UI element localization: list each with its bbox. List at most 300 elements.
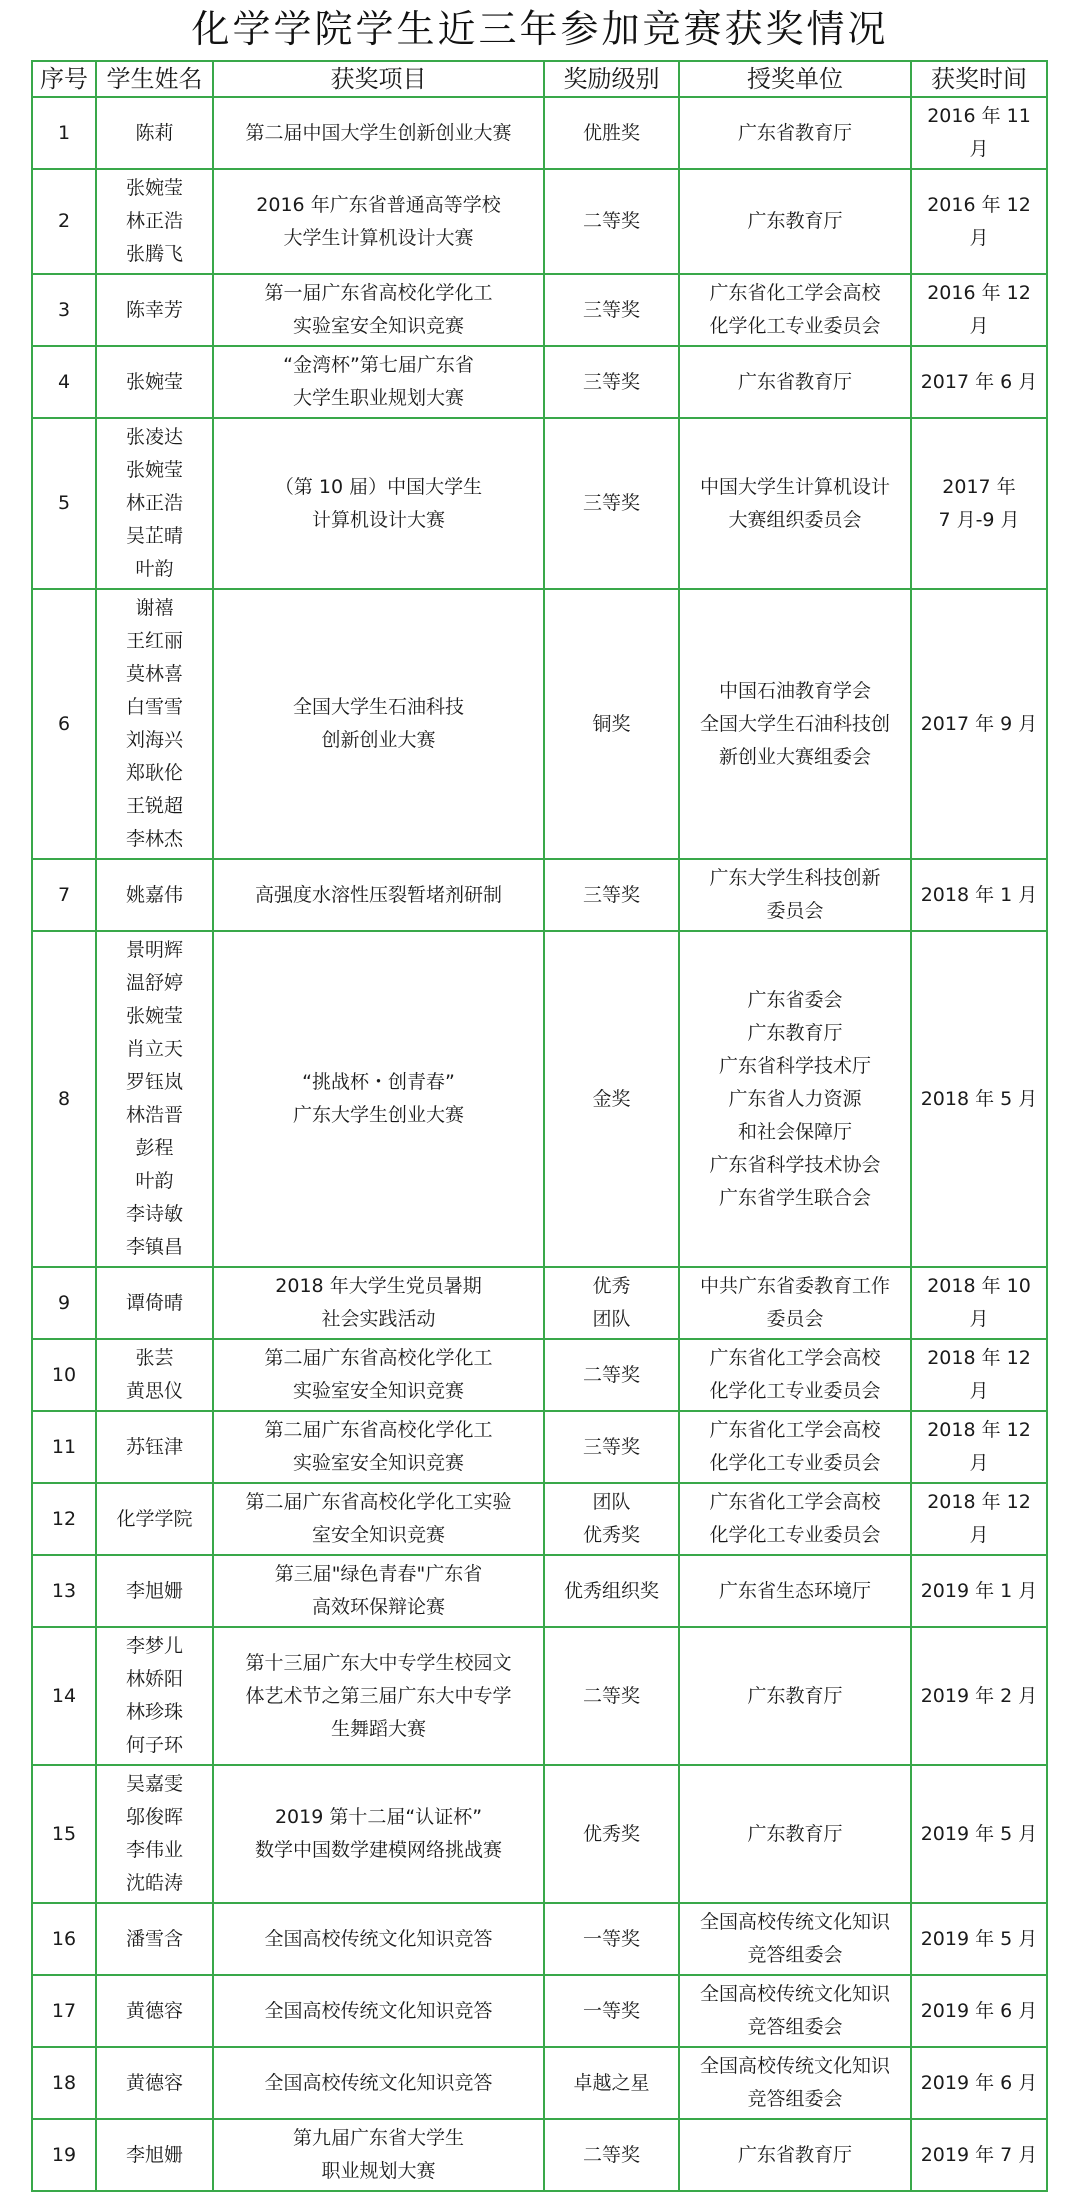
cell-awarding-unit: [679, 859, 911, 931]
cell-awarding-unit: [679, 346, 911, 418]
awarding-unit-line: 广东大学生科技创新: [709, 867, 881, 889]
cell-student-names: [96, 1975, 213, 2047]
awarding-unit-line: 委员会: [766, 900, 824, 922]
awarding-unit-line: 广东省化工学会高校: [709, 1347, 881, 1369]
awarding-unit-line: 新创业大赛组委会: [718, 745, 871, 768]
cell-award-project: [213, 169, 544, 274]
award-time-line: 2016 年 12 月: [927, 193, 1031, 249]
cell-student-names: [96, 274, 213, 346]
student-names-line: 张婉莹: [125, 1005, 183, 1027]
student-names-line: 李旭姗: [125, 1579, 183, 1602]
student-names-line: 何子环: [125, 1734, 183, 1756]
cell-awarding-unit: [679, 589, 911, 859]
award-project-line: 第二届广东省高校化学化工: [264, 1419, 493, 1441]
cell-award-level: [544, 859, 679, 931]
cell-row-number: 10: [32, 1339, 96, 1411]
cell-row-number: 13: [32, 1555, 96, 1627]
cell-award-time: [911, 274, 1047, 346]
award-time-line: 2019 年 5 月: [920, 1822, 1038, 1845]
cell-awarding-unit: [679, 97, 911, 169]
student-names-line: 林娇阳: [125, 1668, 183, 1690]
cell-student-names: [96, 1267, 213, 1339]
cell-student-names: [96, 1411, 213, 1483]
cell-row-number: 8: [32, 931, 96, 1267]
cell-award-level: [544, 1765, 679, 1903]
cell-award-level: [544, 169, 679, 274]
cell-award-project: [213, 97, 544, 169]
award-level-line: 优秀: [592, 1275, 631, 1297]
award-project-line: “挑战杯・创青春”: [302, 1071, 455, 1093]
award-time-line: 7 月-9 月: [938, 508, 1020, 531]
student-names-line: 白雪雪: [125, 696, 183, 718]
award-level-line: 二等奖: [582, 2143, 640, 2166]
student-names-line: 彭程: [135, 1137, 174, 1159]
cell-row-number: 7: [32, 859, 96, 931]
award-level-line: 优胜奖: [582, 121, 640, 144]
header-award-level: 奖励级别: [544, 61, 679, 97]
award-time-line: 2018 年 5 月: [920, 1087, 1038, 1110]
table-row: [32, 1627, 1047, 1765]
award-project-line: 体艺术节之第三届广东大中专学: [245, 1684, 512, 1707]
student-names-line: 陈莉: [135, 121, 174, 144]
student-names-line: 郑耿伦: [125, 762, 183, 784]
cell-awarding-unit: [679, 1411, 911, 1483]
award-level-line: 三等奖: [582, 883, 640, 906]
cell-row-number: 16: [32, 1903, 96, 1975]
award-level-line: 卓越之星: [573, 2071, 650, 2094]
student-names-line: 叶韵: [135, 1170, 174, 1192]
student-names-line: 温舒婷: [125, 972, 183, 994]
awarding-unit-line: 中共广东省委教育工作: [699, 1275, 890, 1297]
cell-award-time: [911, 931, 1047, 1267]
cell-award-project: [213, 418, 544, 589]
cell-award-time: [911, 859, 1047, 931]
award-project-line: 2018 年大学生党员暑期: [275, 1275, 482, 1297]
cell-row-number: 9: [32, 1267, 96, 1339]
cell-student-names: [96, 931, 213, 1267]
awarding-unit-line: 广东省化工学会高校: [709, 282, 881, 304]
award-level-line: 二等奖: [582, 210, 640, 232]
cell-student-names: [96, 1903, 213, 1975]
cell-awarding-unit: [679, 1903, 911, 1975]
cell-award-project: [213, 1267, 544, 1339]
cell-award-time: [911, 1975, 1047, 2047]
cell-student-names: [96, 1765, 213, 1903]
table-row: [32, 1339, 1047, 1411]
cell-student-names: [96, 859, 213, 931]
award-level-line: 团队: [592, 1491, 631, 1513]
award-project-line: 实验室安全知识竞赛: [292, 315, 464, 337]
cell-row-number: 1: [32, 97, 96, 169]
cell-award-project: [213, 274, 544, 346]
cell-award-project: [213, 346, 544, 418]
cell-award-level: [544, 589, 679, 859]
award-project-line: 全国大学生石油科技: [292, 696, 464, 718]
cell-awarding-unit: [679, 1555, 911, 1627]
cell-row-number: 2: [32, 169, 96, 274]
cell-award-level: [544, 2047, 679, 2119]
table-row: [32, 859, 1047, 931]
award-project-line: 职业规划大赛: [321, 2160, 436, 2182]
cell-awarding-unit: [679, 169, 911, 274]
student-names-line: 刘海兴: [125, 729, 183, 751]
cell-award-project: [213, 859, 544, 931]
student-names-line: 吴芷晴: [125, 525, 183, 547]
cell-award-project: [213, 1483, 544, 1555]
student-names-line: 张芸: [135, 1347, 174, 1369]
award-project-line: 2019 第十二届“认证杯”: [274, 1806, 483, 1828]
awarding-unit-line: 广东省生态环境厅: [718, 1579, 871, 1602]
award-project-line: 实验室安全知识竞赛: [292, 1452, 464, 1474]
award-project-line: 高强度水溶性压裂暂堵剂研制: [254, 883, 502, 906]
award-time-line: 2019 年 7 月: [920, 2143, 1038, 2166]
award-project-line: 室安全知识竞赛: [311, 1524, 445, 1546]
cell-row-number: 11: [32, 1411, 96, 1483]
table-row: [32, 346, 1047, 418]
cell-student-names: [96, 169, 213, 274]
student-names-line: 吴嘉雯: [125, 1773, 183, 1795]
student-names-line: 黄德容: [125, 2071, 183, 2094]
student-names-line: 林正浩: [125, 210, 183, 232]
cell-award-time: [911, 2119, 1047, 2191]
table-row: [32, 1483, 1047, 1555]
cell-award-project: [213, 1765, 544, 1903]
award-level-line: 一等奖: [582, 1927, 640, 1950]
award-project-line: 数学中国数学建模网络挑战赛: [254, 1839, 502, 1861]
student-names-line: 邬俊晖: [125, 1806, 183, 1828]
table-row: [32, 97, 1047, 169]
cell-award-level: [544, 1411, 679, 1483]
student-names-line: 李镇昌: [125, 1236, 183, 1258]
award-level-line: 一等奖: [582, 1999, 640, 2022]
award-level-line: 三等奖: [582, 1435, 640, 1458]
table-row: [32, 2119, 1047, 2191]
award-level-line: 二等奖: [582, 1363, 640, 1386]
student-names-line: 叶韵: [135, 558, 174, 580]
cell-award-level: [544, 418, 679, 589]
cell-award-time: [911, 1903, 1047, 1975]
award-project-line: 社会实践活动: [321, 1308, 436, 1330]
cell-award-project: [213, 1339, 544, 1411]
awarding-unit-line: 广东教育厅: [747, 1021, 843, 1044]
award-project-line: 全国高校传统文化知识竞答: [264, 2071, 493, 2094]
award-time-line: 2018 年 12 月: [927, 1419, 1031, 1474]
award-level-line: 团队: [592, 1308, 631, 1330]
student-names-line: 化学学院: [116, 1507, 193, 1530]
award-project-line: 计算机设计大赛: [311, 508, 445, 531]
award-time-line: 2016 年 12 月: [927, 282, 1031, 337]
student-names-line: 李伟业: [125, 1839, 183, 1861]
award-project-line: 全国高校传统文化知识竞答: [264, 1927, 493, 1950]
cell-award-time: [911, 418, 1047, 589]
cell-award-level: [544, 1339, 679, 1411]
awarding-unit-line: 广东省教育厅: [737, 121, 852, 144]
awarding-unit-line: 全国高校传统文化知识: [699, 2055, 890, 2077]
cell-student-names: [96, 1339, 213, 1411]
cell-row-number: 6: [32, 589, 96, 859]
award-time-line: 2017 年 9 月: [920, 712, 1038, 735]
awards-table: [31, 60, 1048, 2192]
table-row: [32, 1267, 1047, 1339]
cell-student-names: [96, 1627, 213, 1765]
cell-awarding-unit: [679, 2119, 911, 2191]
cell-award-project: [213, 1555, 544, 1627]
student-names-line: 黄思仪: [125, 1380, 183, 1402]
student-names-line: 张婉莹: [125, 370, 183, 393]
award-project-line: 高效环保辩论赛: [311, 1596, 445, 1618]
award-project-line: 第九届广东省大学生: [292, 2127, 464, 2149]
award-level-line: 金奖: [592, 1087, 631, 1110]
awarding-unit-line: 广东省人力资源: [728, 1087, 862, 1110]
award-time-line: 2019 年 1 月: [920, 1579, 1038, 1602]
student-names-line: 沈皓涛: [125, 1872, 183, 1894]
award-time-line: 2019 年 2 月: [920, 1684, 1038, 1707]
cell-awarding-unit: [679, 1339, 911, 1411]
award-project-line: 第三届"绿色青春"广东省: [274, 1563, 483, 1585]
student-names-line: 李林杰: [125, 828, 183, 850]
award-project-line: 实验室安全知识竞赛: [292, 1380, 464, 1402]
award-time-line: 2018 年 12 月: [927, 1347, 1031, 1402]
cell-student-names: [96, 1483, 213, 1555]
award-project-line: 大学生职业规划大赛: [292, 387, 464, 409]
cell-award-project: [213, 1627, 544, 1765]
awarding-unit-line: 全国高校传统文化知识: [699, 1983, 890, 2005]
cell-student-names: [96, 2047, 213, 2119]
award-project-line: （第 10 届）中国大学生: [274, 475, 483, 498]
cell-award-level: [544, 1483, 679, 1555]
cell-award-time: [911, 346, 1047, 418]
cell-award-time: [911, 589, 1047, 859]
cell-award-time: [911, 1339, 1047, 1411]
award-time-line: 2018 年 12 月: [927, 1491, 1031, 1546]
cell-row-number: 3: [32, 274, 96, 346]
awarding-unit-line: 和社会保障厅: [737, 1120, 852, 1143]
cell-awarding-unit: [679, 2047, 911, 2119]
award-time-line: 2019 年 5 月: [920, 1927, 1038, 1950]
cell-award-project: [213, 1903, 544, 1975]
header-awarding-unit: 授奖单位: [679, 61, 911, 97]
cell-award-project: [213, 589, 544, 859]
cell-student-names: [96, 589, 213, 859]
cell-award-time: [911, 1411, 1047, 1483]
cell-awarding-unit: [679, 418, 911, 589]
award-level-line: 三等奖: [582, 298, 640, 321]
awarding-unit-line: 广东省教育厅: [737, 2143, 852, 2166]
cell-award-level: [544, 2119, 679, 2191]
cell-row-number: 19: [32, 2119, 96, 2191]
award-project-line: “金湾杯”第七届广东省: [283, 354, 474, 376]
cell-award-time: [911, 1555, 1047, 1627]
table-row: [32, 589, 1047, 859]
cell-row-number: 14: [32, 1627, 96, 1765]
cell-awarding-unit: [679, 931, 911, 1267]
award-project-line: 大学生计算机设计大赛: [283, 226, 474, 249]
cell-award-level: [544, 1267, 679, 1339]
student-names-line: 林浩晋: [125, 1104, 183, 1126]
cell-award-level: [544, 346, 679, 418]
cell-awarding-unit: [679, 1975, 911, 2047]
student-names-line: 谢禧: [135, 597, 174, 619]
awarding-unit-line: 化学化工专业委员会: [709, 1524, 881, 1546]
student-names-line: 张腾飞: [125, 243, 183, 265]
cell-award-project: [213, 2047, 544, 2119]
cell-award-level: [544, 931, 679, 1267]
table-row: [32, 2047, 1047, 2119]
award-time-line: 2016 年 11 月: [927, 105, 1031, 160]
awarding-unit-line: 广东省化工学会高校: [709, 1419, 881, 1441]
student-names-line: 林珍珠: [125, 1701, 183, 1723]
table-row: [32, 169, 1047, 274]
awarding-unit-line: 中国石油教育学会: [718, 679, 871, 702]
awarding-unit-line: 竞答组委会: [747, 2016, 843, 2038]
cell-student-names: [96, 346, 213, 418]
award-project-line: 生舞蹈大赛: [330, 1717, 426, 1740]
cell-award-project: [213, 2119, 544, 2191]
awarding-unit-line: 大赛组织委员会: [728, 508, 862, 531]
award-level-line: 三等奖: [582, 492, 640, 514]
cell-student-names: [96, 418, 213, 589]
award-level-line: 优秀组织奖: [563, 1579, 659, 1602]
awarding-unit-line: 竞答组委会: [747, 2088, 843, 2110]
awarding-unit-line: 广东省化工学会高校: [709, 1491, 881, 1513]
student-names-line: 黄德容: [125, 1999, 183, 2022]
award-project-line: 第二届中国大学生创新创业大赛: [245, 121, 512, 144]
cell-award-time: [911, 1267, 1047, 1339]
table-row: [32, 1411, 1047, 1483]
student-names-line: 姚嘉伟: [125, 883, 183, 906]
awarding-unit-line: 中国大学生计算机设计: [699, 475, 890, 498]
award-level-line: 铜奖: [592, 712, 631, 735]
award-time-line: 2018 年 10 月: [927, 1275, 1031, 1330]
cell-award-project: [213, 1411, 544, 1483]
award-project-line: 2016 年广东省普通高等学校: [256, 193, 501, 216]
page-title: 化学学院学生近三年参加竞赛获奖情况: [191, 7, 889, 51]
student-names-line: 陈幸芳: [125, 298, 183, 321]
cell-award-level: [544, 1555, 679, 1627]
cell-award-project: [213, 1975, 544, 2047]
student-names-line: 苏钰津: [125, 1435, 183, 1458]
cell-award-level: [544, 274, 679, 346]
student-names-line: 王锐超: [125, 795, 183, 817]
award-project-line: 第十三届广东大中专学生校园文: [245, 1651, 512, 1674]
awarding-unit-line: 广东省科学技术厅: [718, 1054, 871, 1077]
award-level-line: 三等奖: [582, 370, 640, 393]
awarding-unit-line: 竞答组委会: [747, 1944, 843, 1966]
cell-award-project: [213, 931, 544, 1267]
cell-row-number: 4: [32, 346, 96, 418]
cell-award-level: [544, 1975, 679, 2047]
student-names-line: 张凌达: [125, 426, 183, 448]
award-time-line: 2019 年 6 月: [920, 1999, 1038, 2022]
student-names-line: 谭倚晴: [125, 1291, 183, 1314]
student-names-line: 李诗敏: [125, 1203, 183, 1225]
cell-award-time: [911, 169, 1047, 274]
cell-award-level: [544, 1903, 679, 1975]
awarding-unit-line: 全国高校传统文化知识: [699, 1911, 890, 1933]
cell-award-time: [911, 1483, 1047, 1555]
cell-award-time: [911, 1627, 1047, 1765]
award-level-line: 优秀奖: [582, 1822, 640, 1845]
award-time-line: 2017 年: [942, 475, 1016, 498]
table-row: [32, 931, 1047, 1267]
student-names-line: 肖立天: [125, 1038, 183, 1060]
awarding-unit-line: 广东教育厅: [747, 1684, 843, 1707]
awarding-unit-line: 广东省教育厅: [737, 370, 852, 393]
cell-student-names: [96, 1555, 213, 1627]
awarding-unit-line: 广东省科学技术协会: [709, 1153, 881, 1176]
awarding-unit-line: 广东教育厅: [747, 1822, 843, 1845]
student-names-line: 莫林喜: [125, 663, 183, 685]
header-number: 序号: [32, 61, 96, 97]
award-project-line: 第二届广东省高校化学化工: [264, 1347, 493, 1369]
awarding-unit-line: 化学化工专业委员会: [709, 315, 881, 337]
table-row: [32, 274, 1047, 346]
award-project-line: 创新创业大赛: [321, 729, 436, 751]
table-row: [32, 1975, 1047, 2047]
student-names-line: 罗钰岚: [125, 1071, 183, 1093]
award-time-line: 2018 年 1 月: [920, 883, 1038, 906]
award-project-line: 第二届广东省高校化学化工实验: [245, 1491, 512, 1513]
cell-award-level: [544, 1627, 679, 1765]
award-project-line: 广东大学生创业大赛: [292, 1104, 464, 1126]
student-names-line: 景明辉: [125, 939, 183, 961]
student-names-line: 李旭姗: [125, 2143, 183, 2166]
cell-row-number: 5: [32, 418, 96, 589]
cell-row-number: 18: [32, 2047, 96, 2119]
awarding-unit-line: 化学化工专业委员会: [709, 1380, 881, 1402]
student-names-line: 李梦儿: [125, 1635, 183, 1657]
cell-student-names: [96, 2119, 213, 2191]
awarding-unit-line: 广东省学生联合会: [718, 1186, 871, 1209]
table-row: [32, 1903, 1047, 1975]
cell-awarding-unit: [679, 1765, 911, 1903]
cell-student-names: [96, 97, 213, 169]
cell-awarding-unit: [679, 1483, 911, 1555]
award-level-line: 优秀奖: [582, 1524, 640, 1546]
cell-award-time: [911, 1765, 1047, 1903]
table-header-row: [32, 61, 1047, 97]
awarding-unit-line: 广东教育厅: [747, 210, 843, 232]
student-names-line: 张婉莹: [125, 177, 183, 199]
awarding-unit-line: 委员会: [766, 1308, 824, 1330]
cell-awarding-unit: [679, 1627, 911, 1765]
cell-row-number: 12: [32, 1483, 96, 1555]
cell-row-number: 17: [32, 1975, 96, 2047]
table-row: [32, 1555, 1047, 1627]
awarding-unit-line: 广东省委会: [747, 988, 843, 1011]
award-project-line: 全国高校传统文化知识竞答: [264, 1999, 493, 2022]
cell-award-time: [911, 2047, 1047, 2119]
table-row: [32, 1765, 1047, 1903]
header-award-time: 获奖时间: [911, 61, 1047, 97]
awarding-unit-line: 化学化工专业委员会: [709, 1452, 881, 1474]
award-time-line: 2017 年 6 月: [920, 370, 1038, 393]
cell-awarding-unit: [679, 1267, 911, 1339]
award-level-line: 二等奖: [582, 1684, 640, 1707]
student-names-line: 张婉莹: [125, 459, 183, 481]
award-time-line: 2019 年 6 月: [920, 2071, 1038, 2094]
student-names-line: 潘雪含: [125, 1927, 183, 1950]
student-names-line: 王红丽: [125, 630, 183, 652]
awarding-unit-line: 全国大学生石油科技创: [699, 712, 890, 735]
award-project-line: 第一届广东省高校化学化工: [264, 282, 493, 304]
cell-row-number: 15: [32, 1765, 96, 1903]
cell-awarding-unit: [679, 274, 911, 346]
header-award-project: 获奖项目: [213, 61, 544, 97]
student-names-line: 林正浩: [125, 492, 183, 514]
header-student-names: 学生姓名: [96, 61, 213, 97]
cell-award-time: [911, 97, 1047, 169]
